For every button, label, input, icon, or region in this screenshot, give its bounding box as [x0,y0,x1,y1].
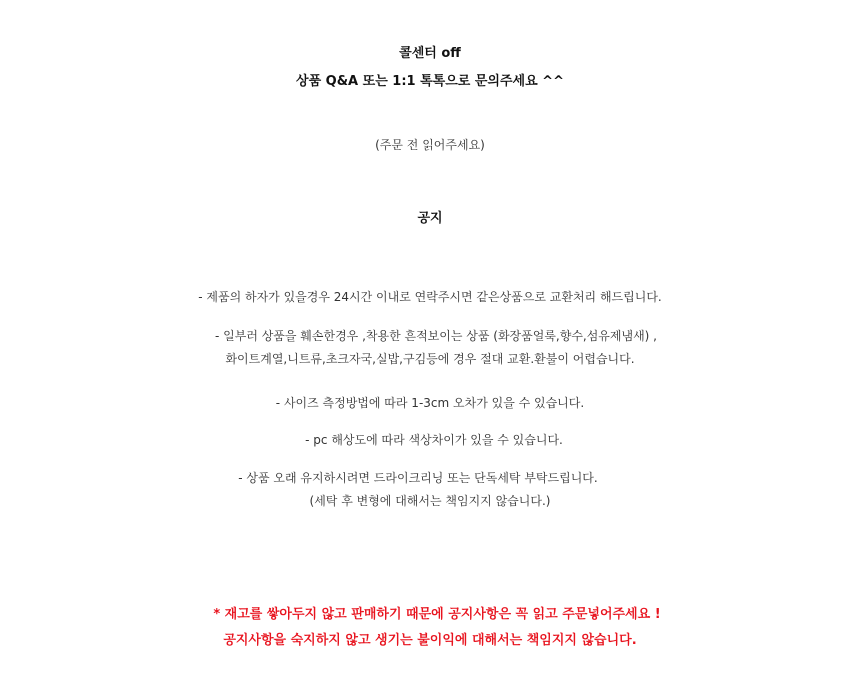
notice-title: 공지 [417,211,443,226]
inquiry-guide-text: 상품 Q&A 또는 1:1 톡톡으로 문의주세요 ^^ [296,74,564,89]
notice-defect-exchange: - 제품의 하자가 있을경우 24시간 이내로 연락주시면 같은상품으로 교환처리 해드립니다. [198,290,662,304]
notice-color-difference: - pc 해상도에 따라 색상차이가 있을 수 있습니다. [305,433,563,447]
notice-size-error: - 사이즈 측정방법에 따라 1-3cm 오차가 있을 수 있습니다. [275,396,585,410]
notice-damage-line2: 화이트계열,니트류,초크자국,실밥,구김등에 경우 절대 교환.환불이 어렵습니다. [225,352,635,366]
read-before-order-text: (주문 전 읽어주세요) [375,138,485,152]
callcenter-off-text: 콜센터 off [399,46,461,61]
notice-damage-line1: - 일부러 상품을 훼손한경우 ,착용한 흔적보이는 상품 (화장품얼룩,향수,섬유제냄새) , [214,329,657,343]
warning-line1: * 재고를 쌓아두지 않고 판매하기 때문에 공지사항은 꼭 읽고 주문넣어주세요 ! [213,607,661,622]
notice-care-line1: - 상품 오래 유지하시려면 드라이크리닝 또는 단독세탁 부탁드립니다. [238,471,598,485]
notice-care-line2: (세탁 후 변형에 대해서는 책임지지 않습니다.) [309,494,551,508]
warning-line2: 공지사항을 숙지하지 않고 생기는 불이익에 대해서는 책임지지 않습니다. [223,633,637,648]
